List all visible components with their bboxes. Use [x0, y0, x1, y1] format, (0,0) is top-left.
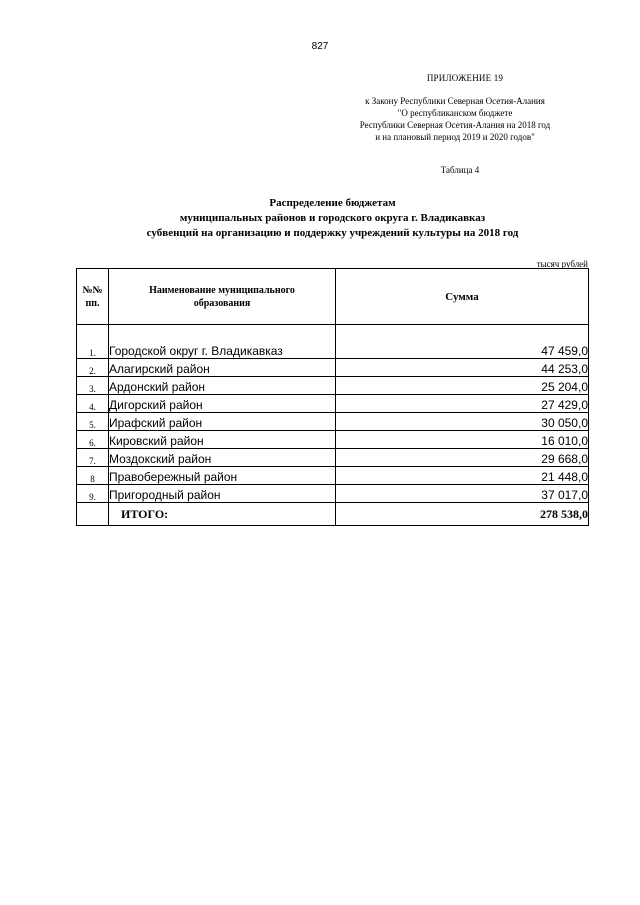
row-name: Правобережный район	[109, 467, 336, 485]
row-number: 2.	[77, 359, 109, 377]
law-reference-line: "О республиканском бюджете	[397, 108, 513, 118]
law-reference-line: к Закону Республики Северная Осетия-Алания	[365, 96, 545, 106]
row-name: Ардонский район	[109, 377, 336, 395]
row-amount: 47 459,0	[336, 325, 589, 359]
row-name: Алагирский район	[109, 359, 336, 377]
row-amount: 16 010,0	[336, 431, 589, 449]
row-number: 1.	[77, 325, 109, 359]
row-amount: 29 668,0	[336, 449, 589, 467]
units-label: тысяч рублей	[536, 259, 588, 269]
title-line: муниципальных районов и городского округа г. Владикавказ	[179, 212, 486, 224]
row-number: 6.	[77, 431, 109, 449]
table-header-row	[77, 269, 589, 325]
document-title	[60, 196, 605, 241]
table-row	[77, 325, 589, 359]
appendix-label: ПРИЛОЖЕНИЕ 19	[426, 73, 504, 83]
row-name: Моздокский район	[109, 449, 336, 467]
row-number: 3.	[77, 377, 109, 395]
header-name-line: образования	[193, 297, 251, 309]
row-amount: 30 050,0	[336, 413, 589, 431]
law-reference-line: и на плановый период 2019 и 2020 годов"	[375, 132, 535, 142]
page-number: 827	[311, 41, 329, 52]
header-number	[77, 269, 109, 325]
row-amount: 27 429,0	[336, 395, 589, 413]
row-number: 9.	[77, 485, 109, 503]
row-amount: 21 448,0	[336, 467, 589, 485]
header-sum: Сумма	[336, 269, 589, 325]
table-row	[77, 431, 589, 449]
table-row	[77, 377, 589, 395]
row-number: 7.	[77, 449, 109, 467]
row-name: Городской округ г. Владикавказ	[109, 325, 336, 359]
table-row	[77, 395, 589, 413]
header-name-line: Наименование муниципального	[149, 284, 295, 296]
row-number: 5.	[77, 413, 109, 431]
table-row	[77, 485, 589, 503]
row-name: Ирафский район	[109, 413, 336, 431]
table-row	[77, 467, 589, 485]
total-row	[77, 503, 589, 526]
table-number: Таблица 4	[440, 165, 480, 175]
total-number-cell	[77, 503, 109, 526]
row-number: 4.	[77, 395, 109, 413]
table-row	[77, 359, 589, 377]
budget-table	[76, 268, 589, 526]
total-amount: 278 538,0	[336, 503, 589, 526]
title-line: Распределение бюджетам	[269, 197, 396, 209]
row-name: Кировский район	[109, 431, 336, 449]
header-number-line: пп.	[85, 297, 100, 309]
row-name: Пригородный район	[109, 485, 336, 503]
table-row	[77, 413, 589, 431]
row-amount: 25 204,0	[336, 377, 589, 395]
law-reference	[340, 95, 570, 143]
header-number-line: №№	[82, 284, 103, 296]
total-label: ИТОГО:	[109, 503, 336, 526]
law-reference-line: Республики Северная Осетия-Алания на 2018 год	[359, 120, 551, 130]
row-name: Дигорский район	[109, 395, 336, 413]
row-amount: 44 253,0	[336, 359, 589, 377]
table-row	[77, 449, 589, 467]
row-number: 8	[77, 467, 109, 485]
row-amount: 37 017,0	[336, 485, 589, 503]
header-name	[109, 269, 336, 325]
title-line: субвенций на организацию и поддержку учреждений культуры на 2018 год	[146, 227, 519, 239]
